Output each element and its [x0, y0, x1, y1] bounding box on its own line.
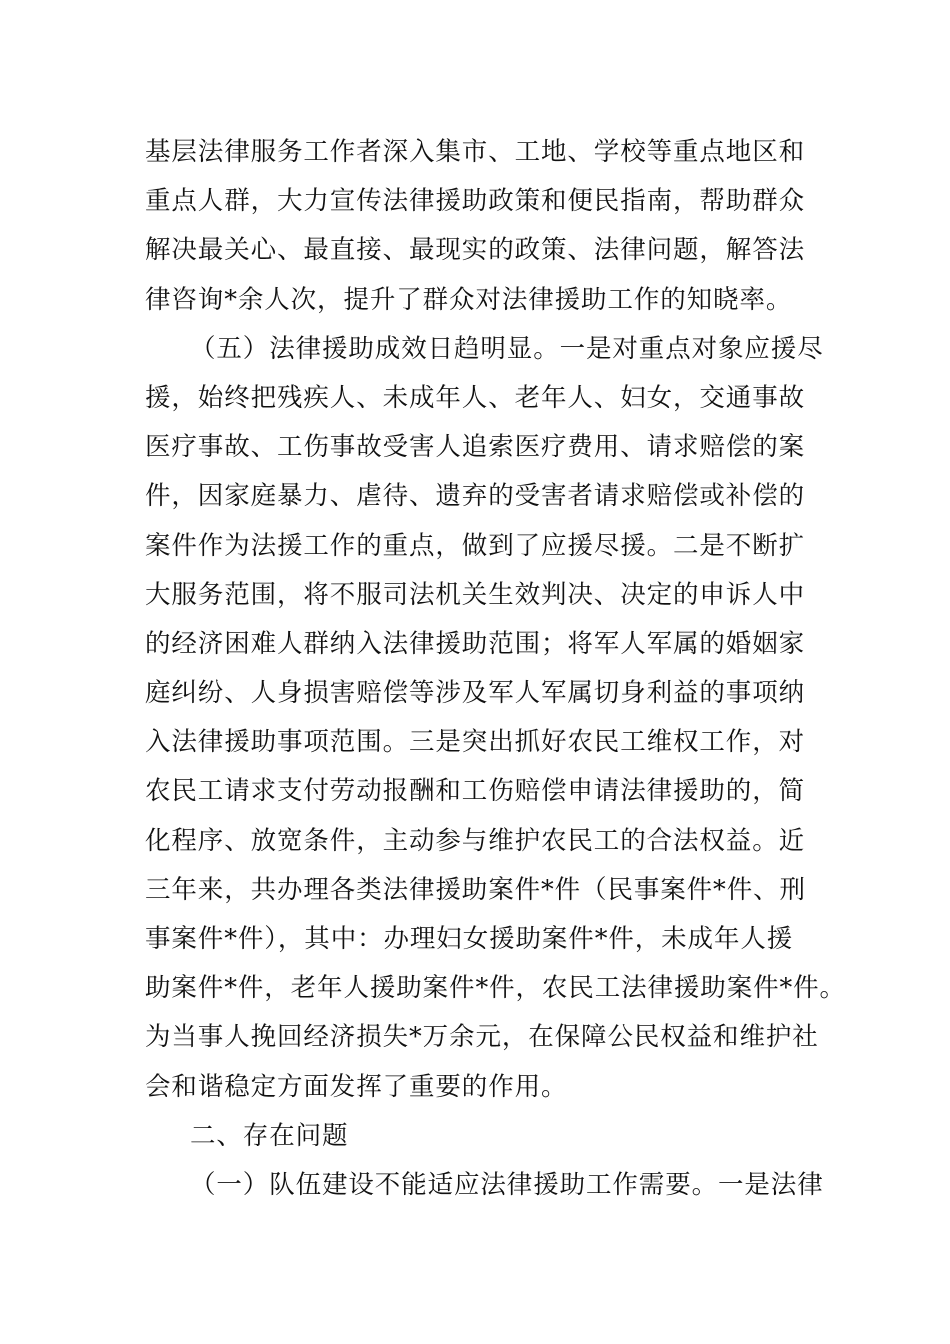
text-line: 化程序、放宽条件，主动参与维护农民工的合法权益。近 — [145, 825, 806, 856]
text-line: 为当事人挽回经济损失*万余元，在保障公民权益和维护社 — [145, 1022, 819, 1053]
text-line: 助案件*件，老年人援助案件*件，农民工法律援助案件*件。 — [145, 973, 846, 1004]
text-line: 律咨询*余人次，提升了群众对法律援助工作的知晓率。 — [145, 284, 793, 315]
text-line: 会和谐稳定方面发挥了重要的作用。 — [145, 1071, 568, 1102]
text-line: 大服务范围，将不服司法机关生效判决、决定的申诉人中 — [145, 579, 806, 610]
text-line: 农民工请求支付劳动报酬和工伤赔偿申请法律援助的，简 — [145, 776, 806, 807]
text-line: 医疗事故、工伤事故受害人追索医疗费用、请求赔偿的案 — [145, 432, 806, 463]
text-line: 入法律援助事项范围。三是突出抓好农民工维权工作，对 — [145, 727, 806, 758]
text-line: 援，始终把残疾人、未成年人、老年人、妇女，交通事故 — [145, 382, 806, 413]
paragraph-start-line: （五）法律援助成效日趋明显。一是对重点对象应援尽 — [190, 333, 824, 364]
text-line: 重点人群，大力宣传法律援助政策和便民指南，帮助群众 — [145, 186, 806, 217]
text-line: 解决最关心、最直接、最现实的政策、法律问题，解答法 — [145, 235, 806, 266]
text-line: 庭纠纷、人身损害赔偿等涉及军人军属切身利益的事项纳 — [145, 678, 806, 709]
text-line: 事案件*件），其中：办理妇女援助案件*件，未成年人援 — [145, 924, 794, 954]
text-line: 的经济困难人群纳入法律援助范围；将军人军属的婚姻家 — [145, 628, 806, 659]
text-line: 案件作为法援工作的重点，做到了应援尽援。二是不断扩 — [145, 530, 806, 561]
paragraph-start-line: 二、存在问题 — [190, 1120, 349, 1151]
paragraph-start-line: （一）队伍建设不能适应法律援助工作需要。一是法律 — [190, 1169, 824, 1200]
text-line: 件，因家庭暴力、虐待、遗弃的受害者请求赔偿或补偿的 — [145, 481, 806, 512]
text-line: 基层法律服务工作者深入集市、工地、学校等重点地区和 — [145, 137, 806, 167]
document-body — [145, 128, 845, 1210]
text-line: 三年来，共办理各类法律援助案件*件（民事案件*件、刑 — [145, 874, 806, 905]
